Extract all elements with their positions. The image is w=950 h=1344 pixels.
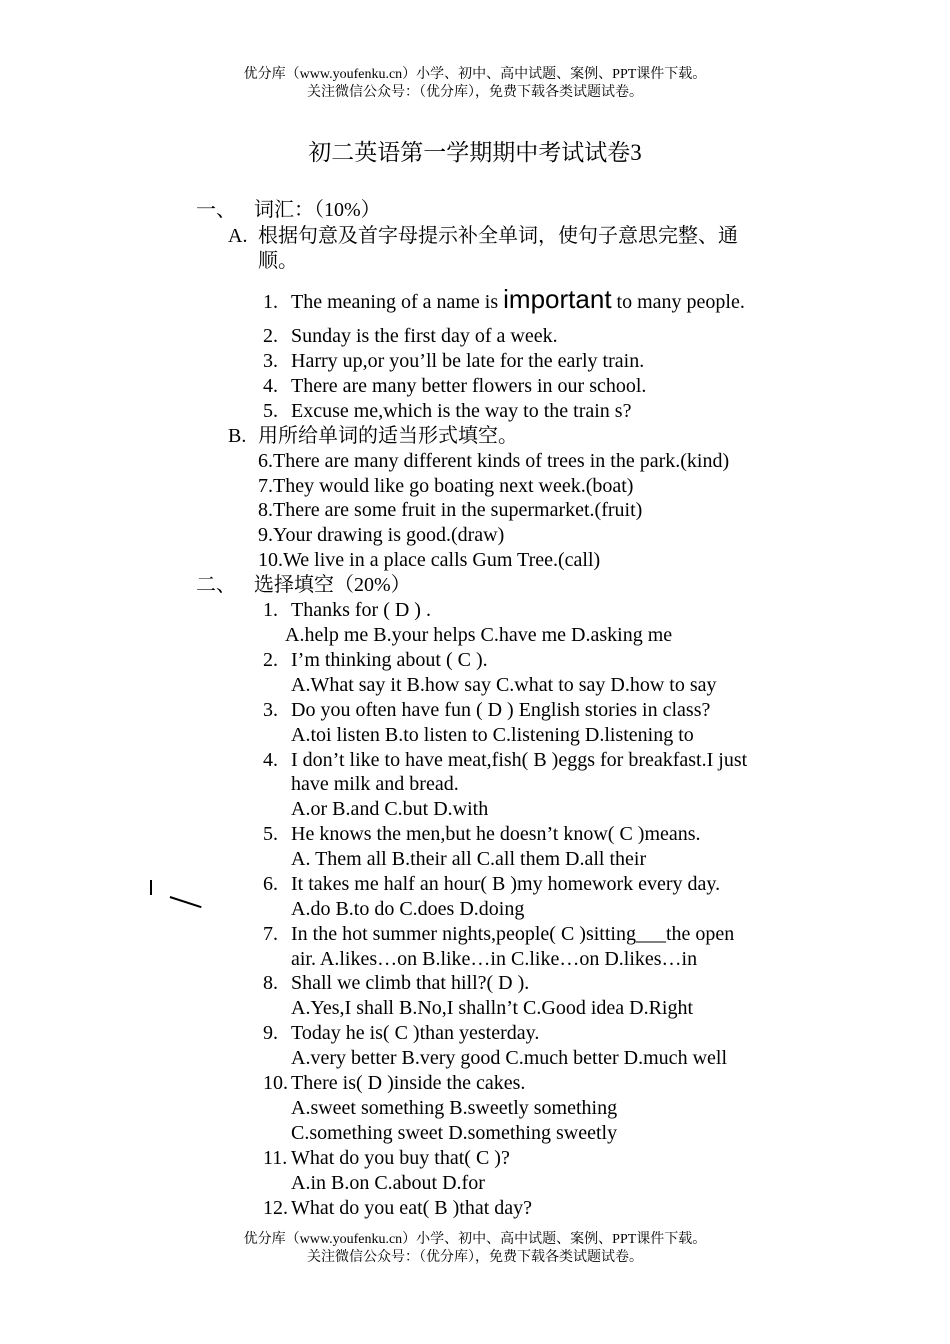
partB-instruction: 用所给单词的适当形式填空。 [258, 425, 518, 447]
choice-options-2: A.What say it B.how say C.what to say D.how to say [291, 674, 717, 696]
question-number: 5. [263, 823, 278, 845]
question-text: In the hot summer nights,people( C )sitting___the open [291, 923, 735, 945]
question-text: There are many better flowers in our school. [291, 375, 647, 397]
choice-question-9 [263, 1021, 539, 1046]
choice-options-10a: A.sweet something B.sweetly something [291, 1097, 618, 1119]
section1-heading: 词汇：（10%） [254, 199, 381, 221]
partA-question-3 [263, 349, 644, 374]
partA-question-2 [263, 324, 558, 349]
partA-instruction-2: 顺。 [258, 250, 298, 272]
question-number: 2. [263, 649, 278, 671]
choice-question-3 [263, 698, 710, 723]
partB-question-8: 8.There are some fruit in the supermarket.(fruit) [258, 499, 643, 521]
question-number: 1. [263, 599, 278, 621]
choice-options-10b: C.something sweet D.something sweetly [291, 1122, 618, 1144]
header-line-1: 优分库（www.youfenku.cn）小学、初中、高中试题、案例、PPT课件下载。 [243, 67, 707, 82]
choice-options-6: A.do B.to do C.does D.doing [291, 898, 525, 920]
choice-question-10 [263, 1071, 525, 1096]
q1-text-pre: The meaning of a name is [291, 291, 504, 313]
partB-question-7: 7.They would like go boating next week.(boat) [258, 475, 634, 497]
choice-options-5: A. Them all B.their all C.all them D.all their [291, 848, 647, 870]
choice-question-12 [263, 1196, 532, 1221]
question-number: 7. [263, 923, 278, 945]
choice-options-8: A.Yes,I shall B.No,I shalln’t C.Good idea D.Right [291, 997, 694, 1019]
choice-options-11: A.in B.on C.about D.for [291, 1172, 485, 1194]
choice-options-3: A.toi listen B.to listen to C.listening D.listening to [291, 724, 694, 746]
question-text: Shall we climb that hill?( D ). [291, 972, 530, 994]
question-text: Do you often have fun ( D ) English stories in class? [291, 699, 711, 721]
choice-question-7 [263, 922, 734, 947]
question-text: Harry up,or you’ll be late for the early train. [291, 350, 645, 372]
margin-mark-diagonal [170, 896, 202, 908]
question-number: 3. [263, 350, 278, 372]
choice-options-1: A.help me B.your helps C.have me D.asking me [285, 624, 673, 646]
choice-question-4-cont: have milk and bread. [291, 773, 459, 795]
partA-question-5 [263, 399, 631, 424]
partA-question-1 [263, 284, 745, 315]
margin-mark-vertical [150, 880, 152, 895]
partA-question-4 [263, 374, 646, 399]
footer-line-2: 关注微信公众号：（优分库），免费下载各类试题试卷。 [307, 1250, 643, 1265]
choice-question-6 [263, 872, 720, 897]
question-text: What do you buy that( C )? [291, 1147, 510, 1169]
choice-question-4 [263, 748, 747, 773]
q1-highlighted-word: important [503, 284, 612, 314]
question-text: I’m thinking about ( C ). [291, 649, 488, 671]
choice-options-9: A.very better B.very good C.much better D.much well [291, 1047, 727, 1069]
question-number: 4. [263, 749, 278, 771]
choice-question-7-cont: air. A.likes…on B.like…in C.like…on D.likes…in [291, 948, 698, 970]
question-text: Excuse me,which is the way to the train s? [291, 400, 632, 422]
header-line-2: 关注微信公众号：（优分库），免费下载各类试题试卷。 [307, 85, 643, 100]
question-number: 2. [263, 325, 278, 347]
partB-label: B. [228, 425, 247, 447]
section1-number: 一、 [196, 199, 236, 221]
question-number: 10. [263, 1072, 288, 1094]
question-number: 3. [263, 699, 278, 721]
choice-options-4: A.or B.and C.but D.with [291, 798, 489, 820]
section2-number: 二、 [196, 574, 236, 596]
question-number: 1. [263, 291, 278, 313]
partA-instruction-1: 根据句意及首字母提示补全单词，使句子意思完整、通 [258, 225, 738, 247]
q1-text-post: to many people. [611, 291, 745, 313]
question-text: Today he is( C )than yesterday. [291, 1022, 540, 1044]
page-title: 初二英语第一学期期中考试试卷3 [308, 140, 642, 165]
question-number: 12. [263, 1197, 288, 1219]
footer-line-1: 优分库（www.youfenku.cn）小学、初中、高中试题、案例、PPT课件下载。 [243, 1232, 707, 1247]
partB-question-9: 9.Your drawing is good.(draw) [258, 524, 505, 546]
question-number: 4. [263, 375, 278, 397]
question-text: He knows the men,but he doesn’t know( C )means. [291, 823, 701, 845]
choice-question-1 [263, 598, 431, 623]
choice-question-5 [263, 822, 701, 847]
partB-question-10: 10.We live in a place calls Gum Tree.(call) [258, 549, 601, 571]
question-text: Thanks for ( D ) . [291, 599, 431, 621]
question-number: 11. [263, 1147, 288, 1169]
question-text: It takes me half an hour( B )my homework every day. [291, 873, 721, 895]
question-number: 8. [263, 972, 278, 994]
question-number: 5. [263, 400, 278, 422]
choice-question-8 [263, 971, 529, 996]
partA-label: A. [228, 225, 248, 247]
partB-question-6: 6.There are many different kinds of trees in the park.(kind) [258, 450, 730, 472]
question-number: 9. [263, 1022, 278, 1044]
choice-question-11 [263, 1146, 510, 1171]
choice-question-2 [263, 648, 488, 673]
question-text: There is( D )inside the cakes. [291, 1072, 526, 1094]
question-text: I don’t like to have meat,fish( B )eggs for breakfast.I just [291, 749, 748, 771]
section2-heading: 选择填空（20%） [254, 574, 411, 596]
question-text: Sunday is the first day of a week. [291, 325, 558, 347]
question-number: 6. [263, 873, 278, 895]
question-text: What do you eat( B )that day? [291, 1197, 533, 1219]
